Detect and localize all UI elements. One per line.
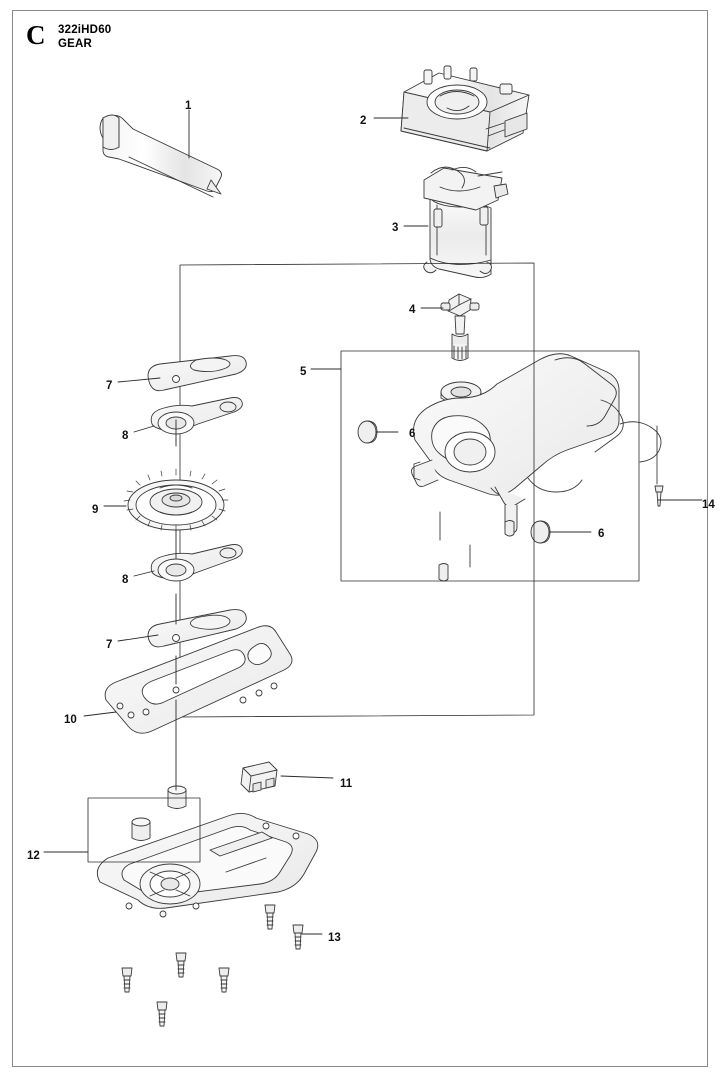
- part-pinion-gear: [441, 294, 479, 361]
- model-number: 322iHD60: [58, 24, 112, 36]
- callout-10: 10: [64, 714, 77, 726]
- callout-7-upper: 7: [106, 380, 113, 392]
- callout-11: 11: [340, 778, 353, 790]
- callout-2: 2: [360, 115, 367, 127]
- part-gear-housing-assembly: [358, 354, 661, 581]
- callout-13: 13: [328, 932, 341, 944]
- part-clamp-bracket: [241, 762, 277, 792]
- part-electric-motor: [424, 167, 508, 277]
- callout-7-lower: 7: [106, 639, 113, 651]
- callout-3: 3: [392, 222, 399, 234]
- part-drive-gear-wheel: [124, 469, 228, 532]
- part-cutter-blade-upper: [148, 356, 246, 391]
- part-screw-14: [655, 426, 663, 506]
- callout-14: 14: [702, 499, 715, 511]
- part-eccentric-link-upper: [151, 398, 242, 435]
- part-lower-housing: [97, 786, 317, 917]
- callout-6-bottom: 6: [598, 528, 605, 540]
- part-eccentric-link-lower: [151, 545, 242, 582]
- callout-5: 5: [300, 366, 307, 378]
- callout-12: 12: [27, 850, 40, 862]
- part-grease-tube: [100, 115, 222, 197]
- section-title: GEAR: [58, 38, 93, 50]
- callout-1: 1: [185, 100, 192, 112]
- section-letter: C: [26, 20, 46, 50]
- callout-4: 4: [409, 304, 416, 316]
- callout-8-upper: 8: [122, 430, 129, 442]
- callout-8-lower: 8: [122, 574, 129, 586]
- part-motor-housing-cover: [401, 66, 529, 151]
- part-screw-set: [122, 905, 303, 1026]
- callout-9: 9: [92, 504, 99, 516]
- callout-6-top: 6: [409, 428, 416, 440]
